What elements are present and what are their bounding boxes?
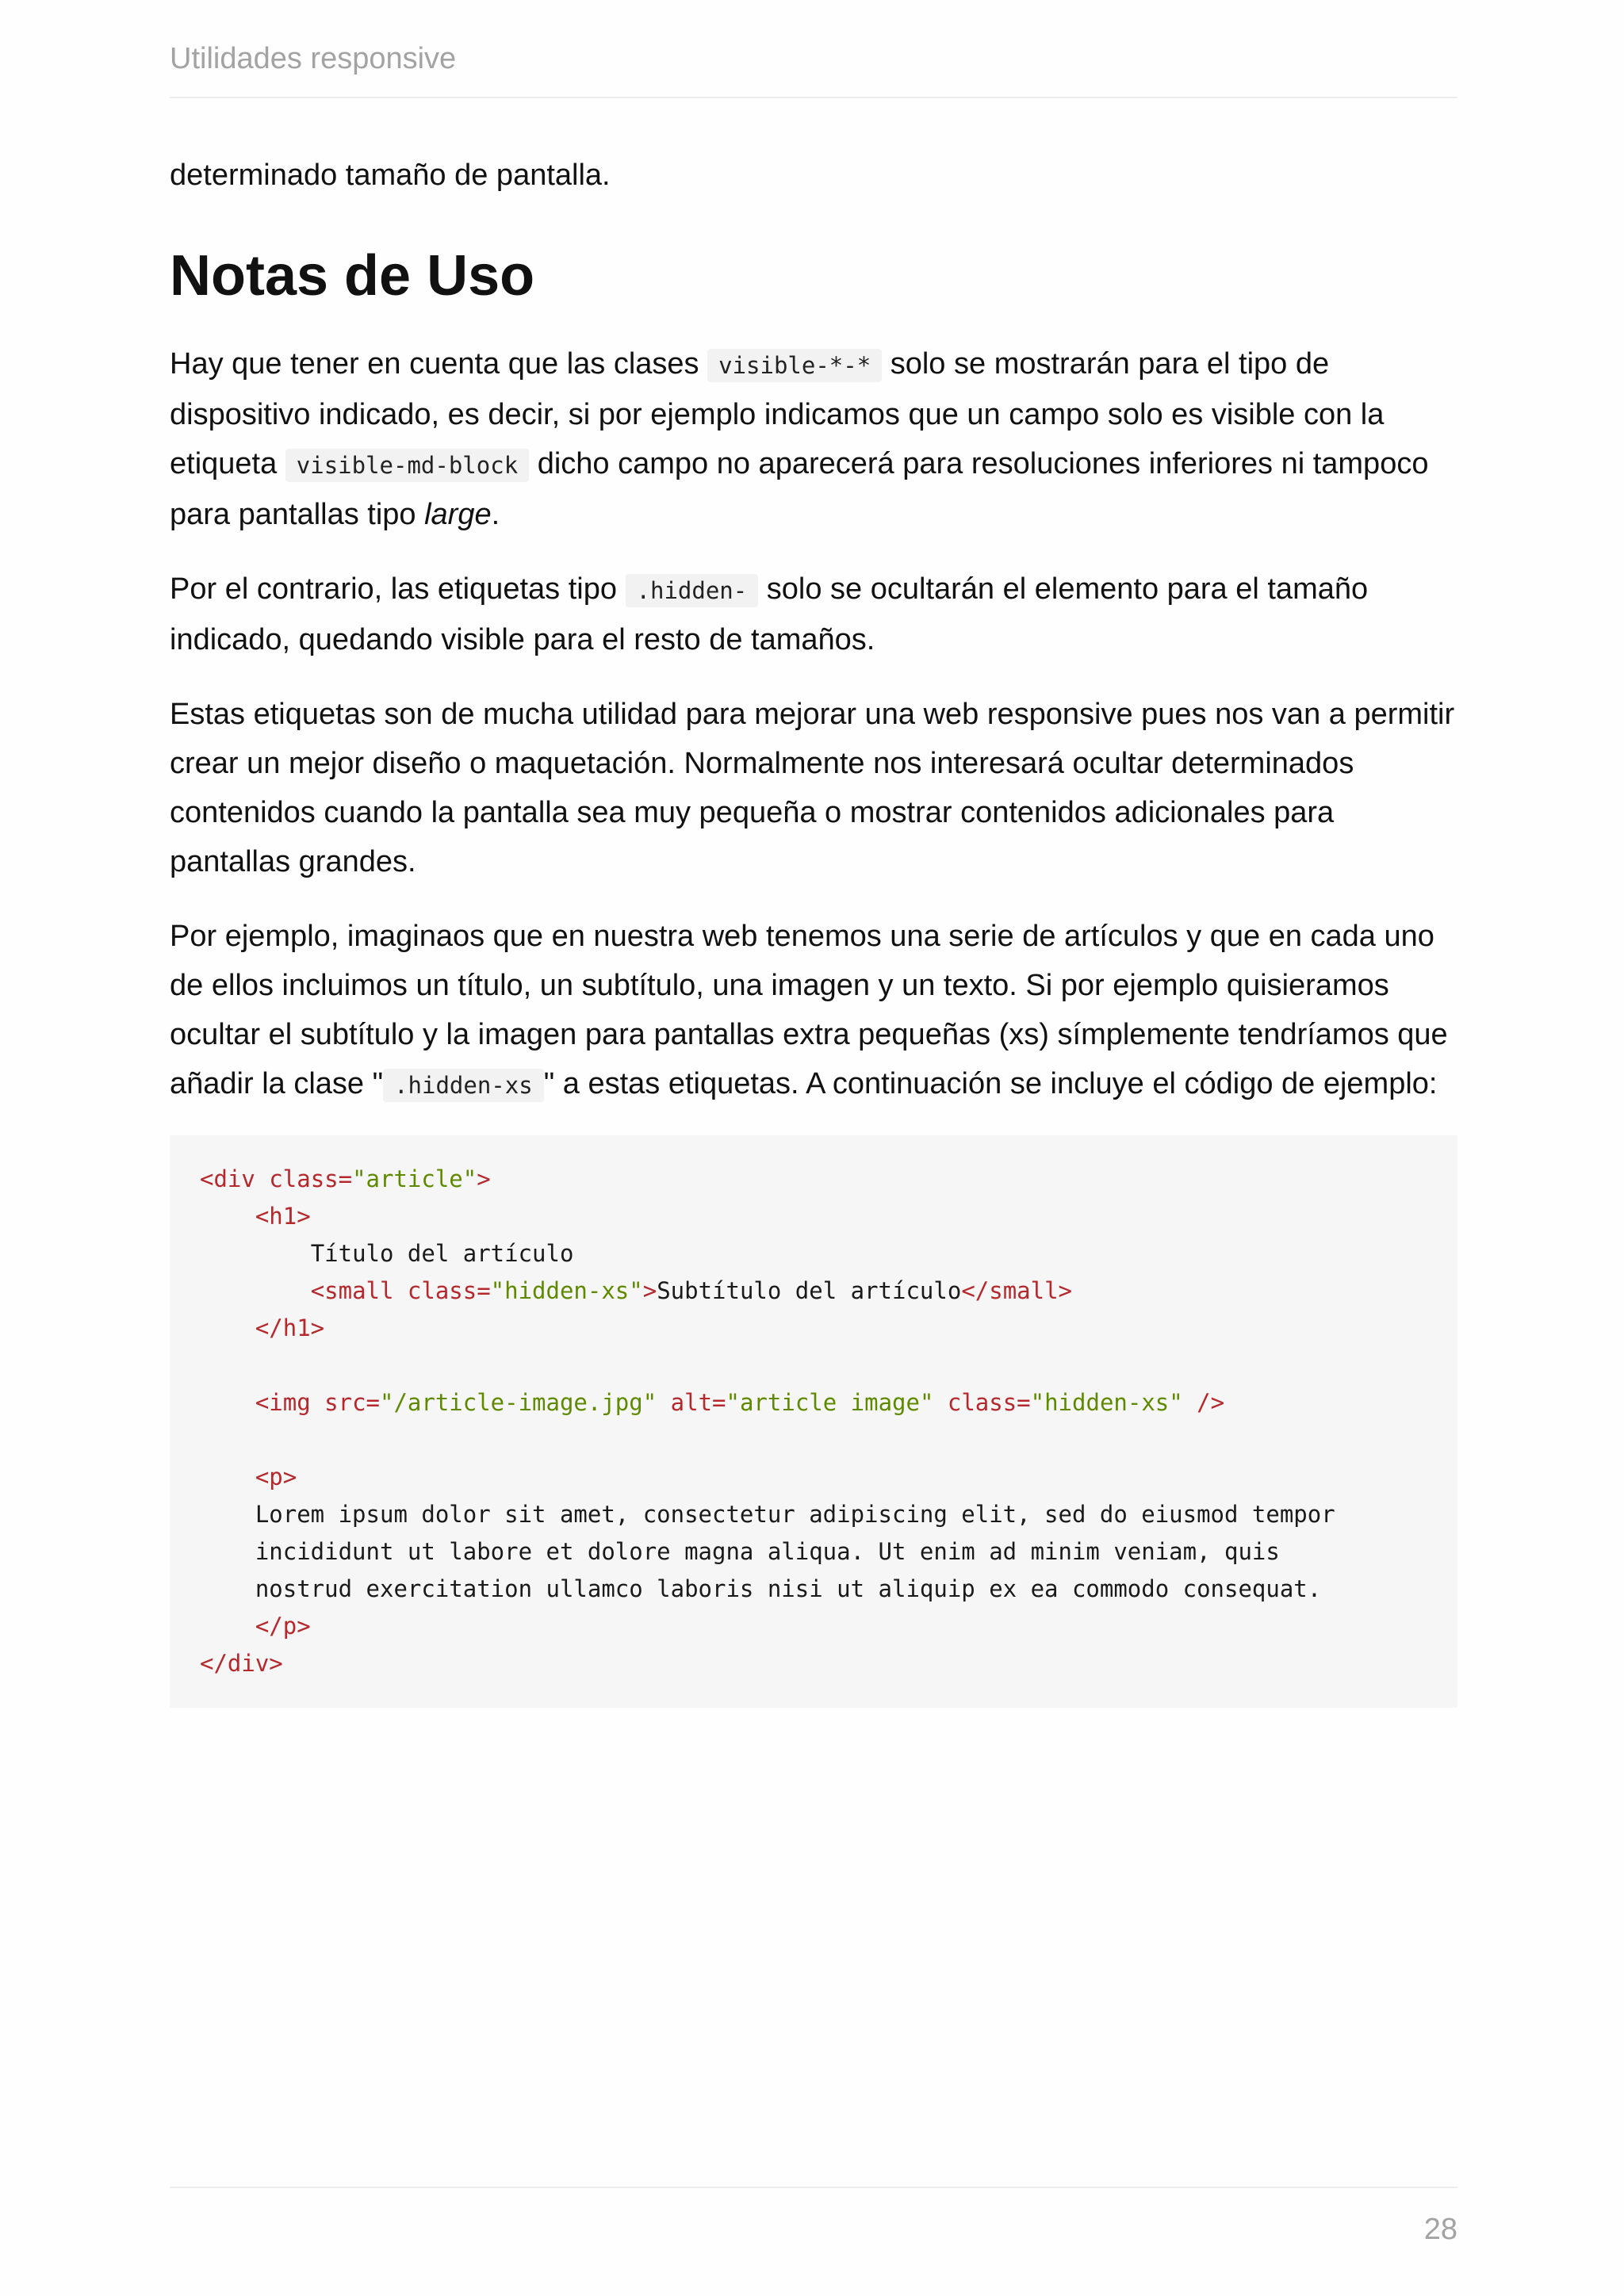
intro-continuation: determinado tamaño de pantalla. (170, 159, 611, 192)
paragraph-example: Por ejemplo, imaginaos que en nuestra web tenemos una serie de artículos y que en cada uno de ellos incluimos un título, un subtítulo, una imagen y un texto. Si por ejemplo quisieramos ocultar el subtítulo y la imagen para pantallas extra pequeñas (xs) símplemente tendríamos que añadir la clase " .hidden-xs " a estas etiquetas. A continuación se incluye el código de ejemplo: (170, 920, 1448, 1100)
inline-code: visible-md-block (285, 449, 529, 482)
paragraph-utility: Estas etiquetas son de mucha utilidad para mejorar una web responsive pues nos van a permitir crear un mejor diseño o maquetación. Normalmente nos interesará ocultar determinados contenidos cuando la pantalla sea muy pequeña o mostrar contenidos adicionales para pantallas grandes. (170, 698, 1455, 878)
code-example-block: <div class="article"> <h1> Título del artículo <small class="hidden-xs">Subtítulo del artículo</small> </h1> <img src="/article-image.jpg" alt="article image" class="hidden-xs" /> <p> Lorem ipsum dolor sit amet, consectetur adipiscing elit, sed do eiusmod tempor incididunt ut labore et dolore magna aliqua. Ut enim ad minim veniam, quis nostrud exercitation ullamco laboris nisi ut aliquip ex ea commodo consequat. </p> </div> (170, 1135, 1457, 1708)
document-page (170, 0, 1457, 2296)
inline-code: .hidden-xs (383, 1069, 544, 1102)
page-footer (170, 2187, 1457, 2246)
inline-code: visible-*-* (707, 349, 882, 382)
chapter-title: Utilidades responsive (170, 42, 457, 75)
page-number: 28 (1423, 2213, 1457, 2246)
paragraph-visible-classes: Hay que tener en cuenta que las clases visible-*-* solo se mostrarán para el tipo de dispositivo indicado, es decir, si por ejemplo indicamos que un campo solo es visible con la etiqueta visible-md-block dicho campo no aparecerá para resoluciones inferiores ni tampoco para pantallas tipo large. (170, 347, 1429, 531)
page-content (170, 151, 1457, 1708)
section-heading: Notas de Uso (170, 244, 535, 308)
paragraph-hidden-classes: Por el contrario, las etiquetas tipo .hidden- solo se ocultarán el elemento para el tamaño indicado, quedando visible para el resto de tamaños. (170, 572, 1369, 656)
page-header (170, 38, 1457, 98)
inline-code: .hidden- (626, 574, 759, 607)
